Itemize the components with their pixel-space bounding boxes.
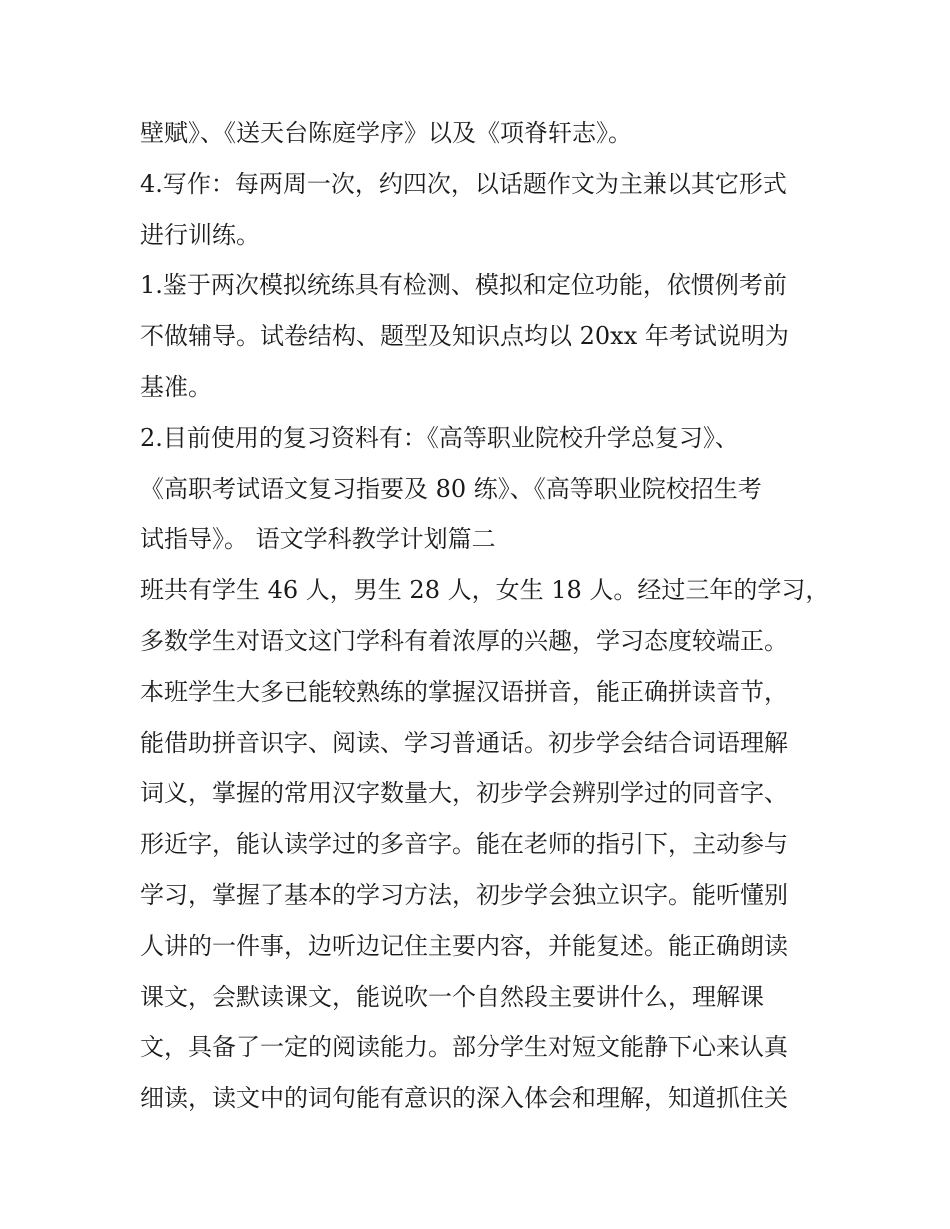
text-line: 学习，掌握了基本的学习方法，初步学会独立识字。能听懂别 xyxy=(140,880,788,909)
text-line: 能借助拼音识字、阅读、学习普通话。初步学会结合词语理解 xyxy=(140,728,788,757)
text-line: 文，具备了一定的阅读能力。部分学生对短文能静下心来认真 xyxy=(140,1033,788,1062)
text-line: 基准。 xyxy=(140,372,212,401)
text-line: 形近字，能认读学过的多音字。能在老师的指引下，主动参与 xyxy=(140,830,788,859)
text-line: 1.鉴于两次模拟统练具有检测、模拟和定位功能，依惯例考前 xyxy=(140,271,787,300)
text-line: 进行训练。 xyxy=(140,220,260,249)
text-line: 多数学生对语文这门学科有着浓厚的兴趣，学习态度较端正。 xyxy=(140,626,788,655)
text-line: 词义，掌握的常用汉字数量大，初步学会辨别学过的同音字、 xyxy=(140,779,788,808)
text-line: 壁赋》、《送天台陈庭学序》以及《项脊轩志》。 xyxy=(140,119,632,147)
text-line: 《高职考试语文复习指要及 80 练》、《高等职业院校招生考 xyxy=(140,474,762,503)
text-line: 不做辅导。试卷结构、题型及知识点均以 20xx 年考试说明为 xyxy=(140,322,789,351)
text-line: 班共有学生 46 人，男生 28 人，女生 18 人。经过三年的学习， xyxy=(140,576,830,605)
text-line: 细读，读文中的词句能有意识的深入体会和理解，知道抓住关 xyxy=(140,1084,788,1113)
text-line: 课文，会默读课文，能说吹一个自然段主要讲什么，理解课 xyxy=(140,982,764,1011)
text-line: 2.目前使用的复习资料有：《高等职业院校升学总复习》、 xyxy=(140,423,739,452)
text-line: 人讲的一件事，边听边记住主要内容，并能复述。能正确朗读 xyxy=(140,931,788,960)
document-body xyxy=(140,108,830,1124)
text-line: 本班学生大多已能较熟练的掌握汉语拼音，能正确拼读音节， xyxy=(140,677,788,706)
text-line: 4.写作：每两周一次，约四次，以话题作文为主兼以其它形式 xyxy=(140,169,787,198)
text-line: 试指导》。 语文学科教学计划篇二 xyxy=(140,525,496,554)
